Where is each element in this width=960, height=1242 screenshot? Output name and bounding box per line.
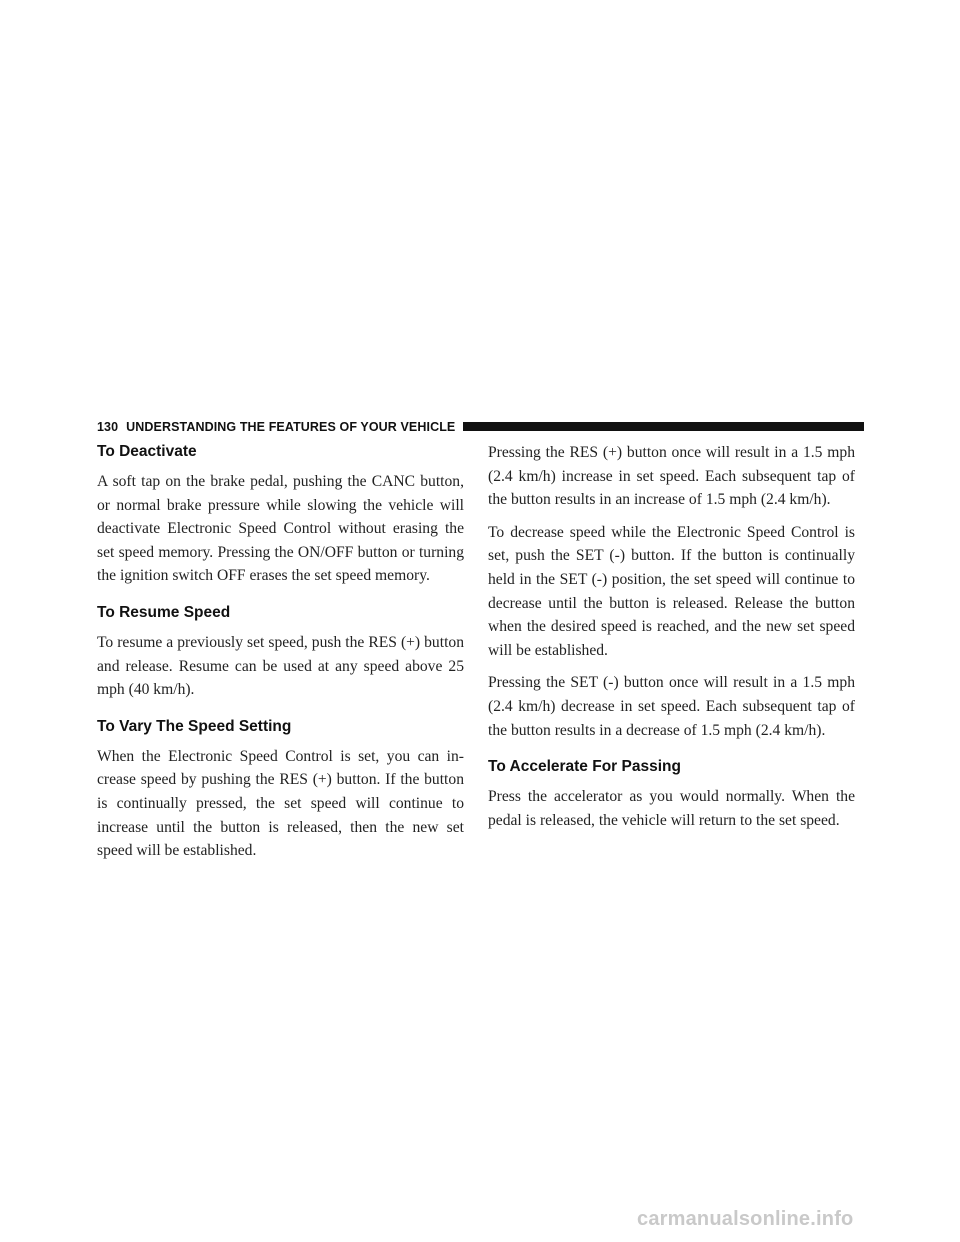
page-header — [97, 417, 864, 436]
paragraph-set-decrease: Pressing the SET (-) button once will result in a 1.5 mph (2.4 km/h) decrease in set speed. Each subsequent tap of the button results in a decrease of 1.5 mph (2.4 km/h). — [488, 674, 855, 739]
paragraph-deactivate: A soft tap on the brake pedal, pushing the CANC button, or normal brake pressure while slowing the vehicle will deactivate Electronic Speed Control without erasing the set speed memory. Pressing the ON/OFF button or turning the ignition switch OFF erases the set speed memory. — [97, 473, 464, 585]
paragraph-resume-speed: To resume a previously set speed, push the RES (+) button and release. Resume can be used at any speed above 25 mph (40 km/h). — [97, 633, 464, 699]
paragraph-decrease-speed: To decrease speed while the Electronic Speed Control is set, push the SET (-) button. If the button is continually held in the SET (-) position, the set speed will continue to decrease until the button is released. Release the button when the desired speed is reached, and the new set speed will be established. — [488, 523, 855, 659]
heading-to-vary-speed: To Vary The Speed Setting — [97, 717, 292, 735]
header-rule — [463, 422, 864, 431]
left-column — [97, 441, 464, 872]
paragraph-res-increase: Pressing the RES (+) button once will result in a 1.5 mph (2.4 km/h) increase in set speed. Each subsequent tap of the button results in an increase of 1.5 mph (2.4 km/h). — [488, 444, 855, 509]
heading-to-resume-speed: To Resume Speed — [97, 603, 231, 621]
heading-to-accelerate-for-passing: To Accelerate For Passing — [488, 758, 681, 776]
paragraph-accelerate-passing: Press the accelerator as you would normally. When the pedal is released, the vehicle will return to the set speed. — [488, 788, 855, 829]
page-number: 130 — [97, 419, 119, 434]
chapter-title: UNDERSTANDING THE FEATURES OF YOUR VEHICLE — [126, 419, 456, 434]
right-column — [488, 441, 855, 841]
heading-to-deactivate: To Deactivate — [97, 443, 197, 460]
watermark-text: carmanualsonline.info — [637, 1208, 854, 1230]
paragraph-vary-speed: When the Electronic Speed Control is set, you can in- crease speed by pushing the RES (+) button. If the button is continually pressed, the set speed will continue to increase until the button is released, then the new set speed will be established. — [97, 747, 464, 860]
